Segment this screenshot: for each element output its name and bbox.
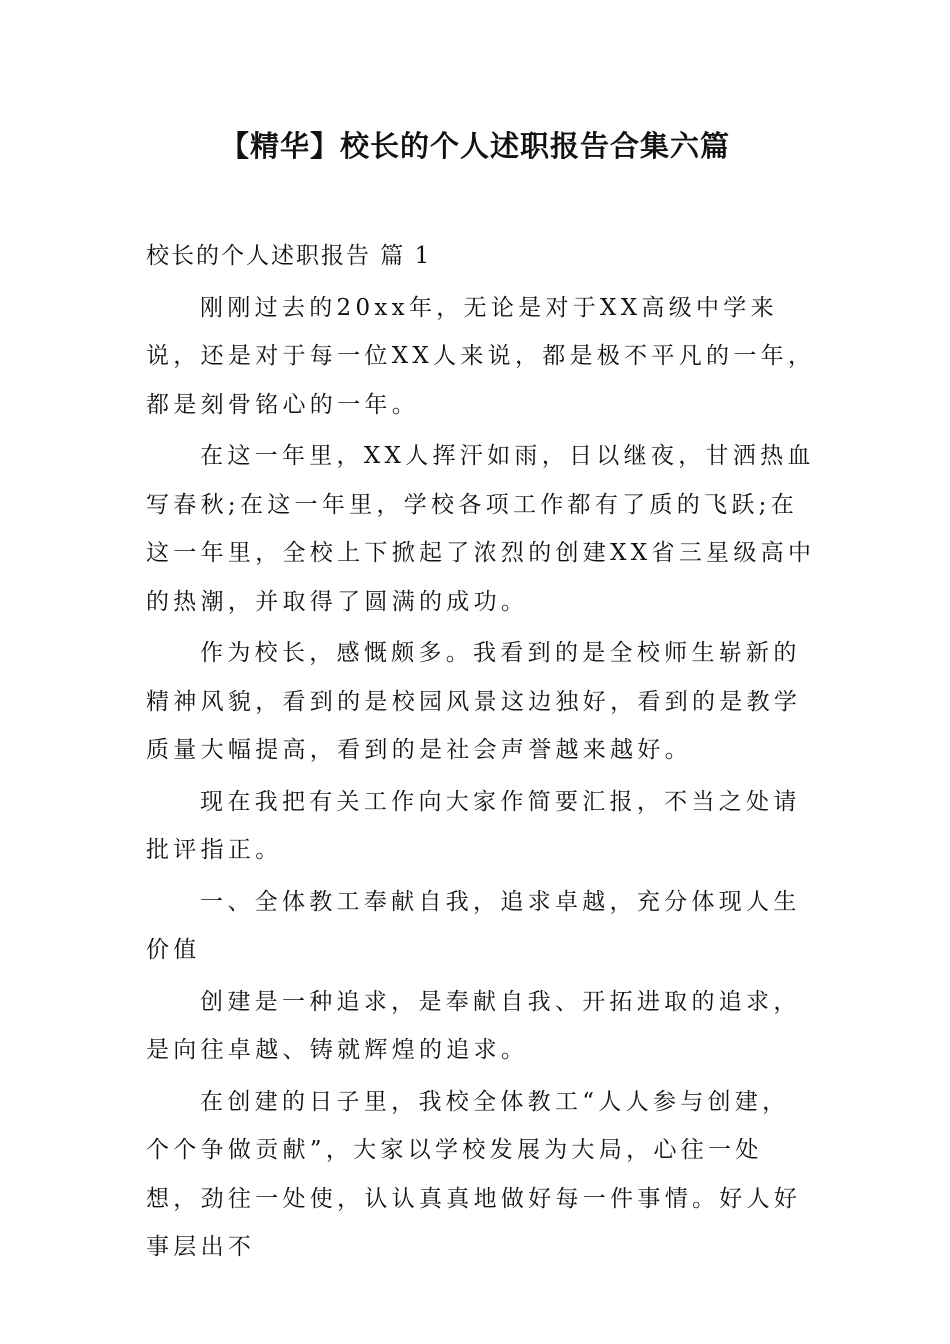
subsection-heading-1: 一、全体教工奉献自我，追求卓越，充分体现人生价值 (146, 888, 801, 963)
document-title: 【精华】校长的个人述职报告合集六篇 (219, 129, 730, 163)
paragraph-3: 作为校长，感慨颇多。我看到的是全校师生崭新的精神风貌，看到的是校园风景这边独好，看到的是教学质量大幅提高，看到的是社会声誉越来越好。 (146, 640, 802, 763)
document-body (146, 232, 816, 1275)
paragraph-6: 在创建的日子里，我校全体教工“人人参与创建，个个争做贡献”，大家以学校发展为大局，心往一处想，劲往一处使，认认真真地做好每一件事情。好人好事层出不 (146, 1088, 802, 1260)
section-heading: 校长的个人述职报告 篇 1 (146, 243, 432, 269)
paragraph-1: 刚刚过去的20xx年，无论是对于XX高级中学来说，还是对于每一位XX人来说，都是极不平凡的一年，都是刻骨铭心的一年。 (146, 294, 816, 418)
paragraph-4: 现在我把有关工作向大家作简要汇报，不当之处请批评指正。 (146, 788, 801, 863)
paragraph-5: 创建是一种追求，是奉献自我、开拓进取的追求，是向往卓越、铸就辉煌的追求。 (146, 988, 801, 1063)
paragraph-2: 在这一年里，XX人挥汗如雨，日以继夜，甘洒热血写春秋;在这一年里，学校各项工作都有了质的飞跃;在这一年里，全校上下掀起了浓烈的创建XX省三星级高中的热潮，并取得了圆满的成功。 (146, 443, 816, 615)
